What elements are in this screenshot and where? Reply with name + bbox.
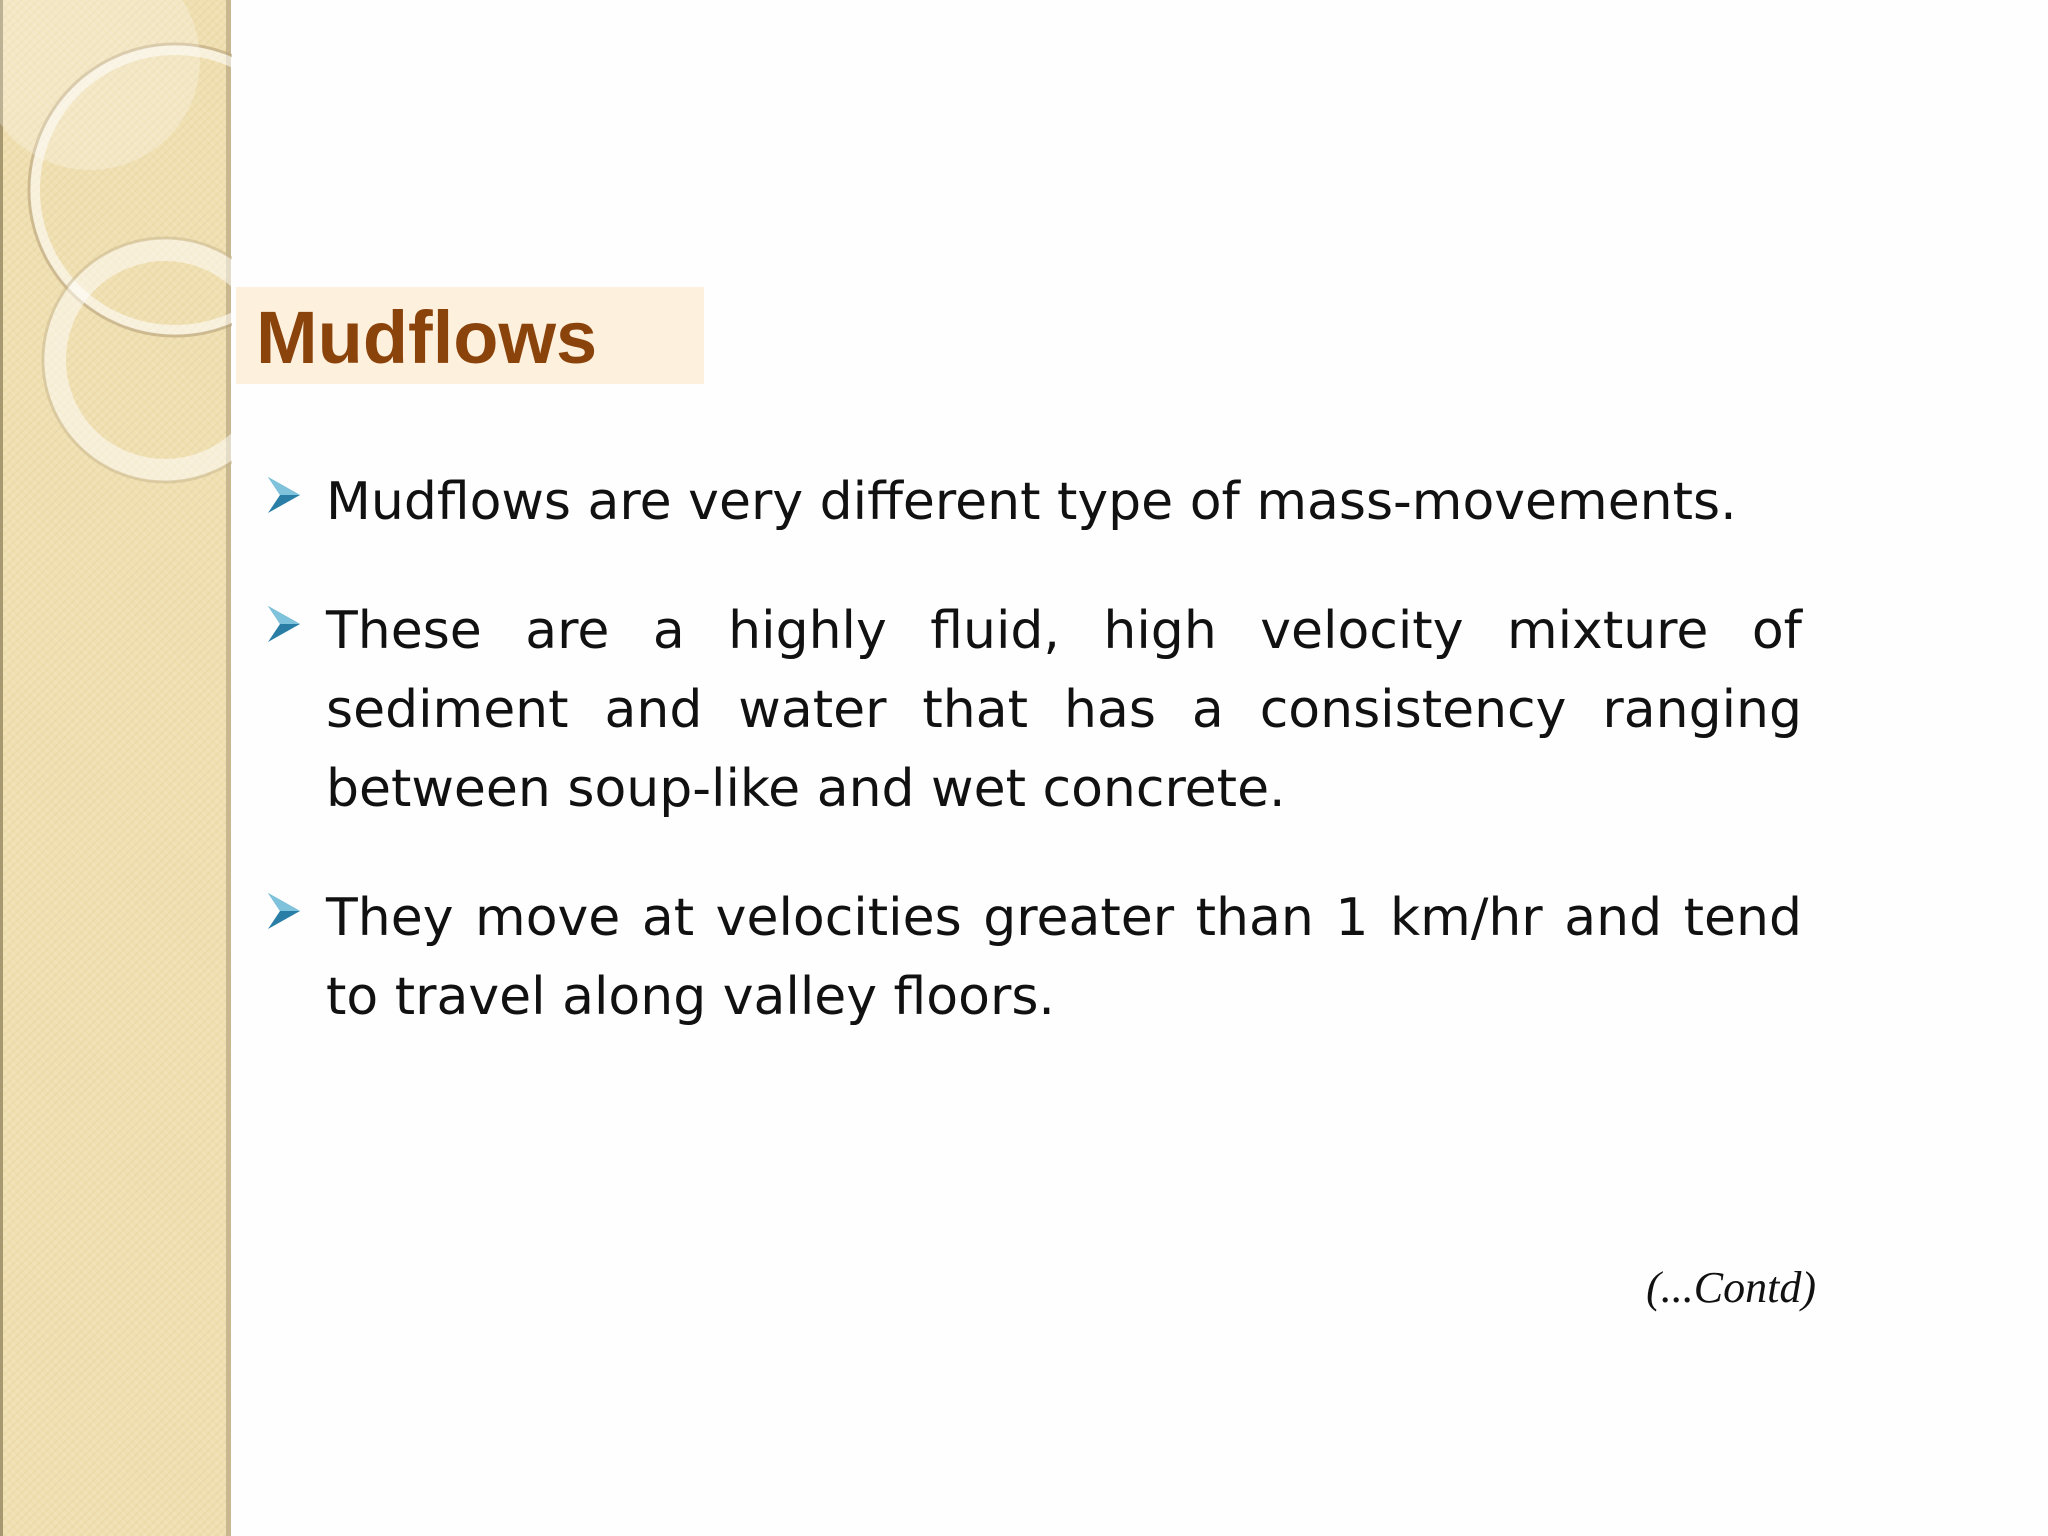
slide-title: Mudflows [256, 296, 598, 379]
continued-note: (...Contd) [1646, 1263, 1816, 1312]
arrowhead-bullet-icon [266, 475, 302, 515]
bullet-list [262, 463, 1802, 1087]
bullet-item [262, 463, 1802, 542]
arrowhead-bullet-icon [266, 891, 302, 931]
bullet-text: Mudflows are very different type of mass-movements. [326, 472, 1737, 532]
bullet-item [262, 592, 1802, 829]
bullet-text: They move at velocities greater than 1 km/hr and tend to travel along valley floors. [326, 888, 1802, 1027]
decorative-rings [0, 0, 232, 520]
bullet-item [262, 879, 1802, 1037]
bullet-text: These are a highly fluid, high velocity mixture of sediment and water that has a consistency ranging between soup-like and wet concrete. [326, 601, 1802, 819]
decorative-ring-small [55, 250, 232, 470]
arrowhead-bullet-icon [266, 604, 302, 644]
